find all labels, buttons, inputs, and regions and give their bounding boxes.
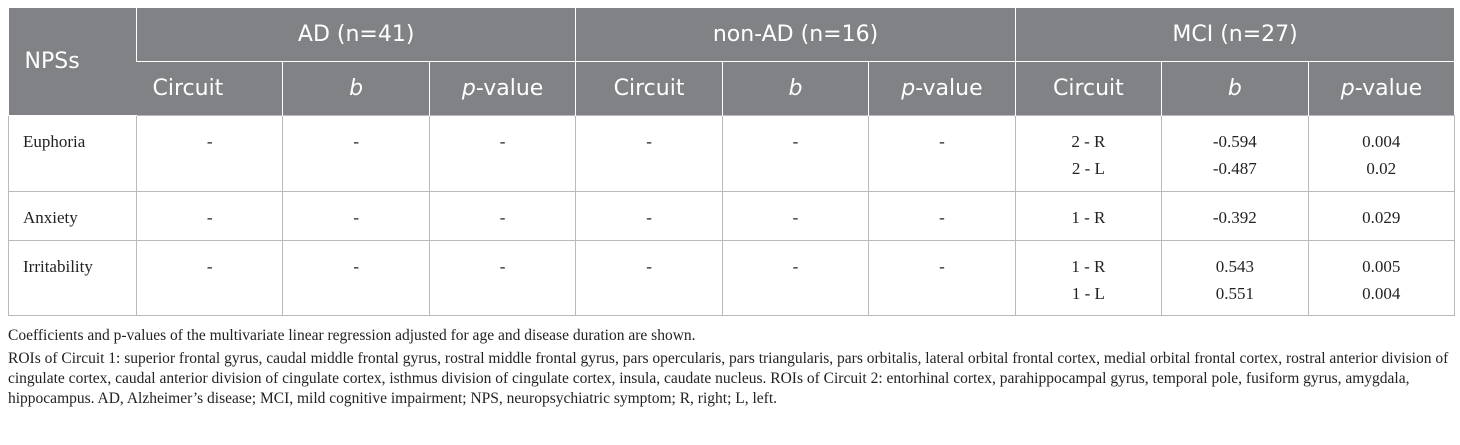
cell-nonad-circuit: -: [576, 192, 722, 241]
header-group-ad: AD (n=41): [137, 8, 576, 62]
header-mci-pvalue: p-value: [1308, 62, 1454, 116]
cell-ad-pvalue: -: [429, 116, 575, 192]
table-footnotes: [8, 326, 1454, 409]
header-group-nonad: non-AD (n=16): [576, 8, 1015, 62]
row-label: Euphoria: [9, 116, 137, 192]
header-nps: NPSs: [9, 8, 137, 116]
cell-nonad-b: -: [722, 192, 868, 241]
table-row-irritability: [9, 241, 1455, 316]
cell-nonad-b: -: [722, 241, 868, 316]
cell-mci-circuit: 1 - R: [1015, 192, 1161, 241]
footnote-coefficients: Coefficients and p-values of the multivariate linear regression adjusted for age and disease duration are shown.: [8, 327, 696, 344]
cell-mci-b: -0.594 -0.487: [1162, 116, 1308, 192]
header-row-groups: [9, 8, 1455, 62]
cell-ad-b: -: [283, 241, 429, 316]
cell-ad-b: -: [283, 192, 429, 241]
cell-ad-circuit: -: [137, 116, 283, 192]
cell-nonad-pvalue: -: [869, 192, 1015, 241]
header-nonad-b: b: [722, 62, 868, 116]
header-nonad-circuit: Circuit: [576, 62, 722, 116]
header-ad-pvalue: p-value: [429, 62, 575, 116]
table-container: [8, 8, 1454, 409]
cell-mci-pvalue: 0.029: [1308, 192, 1454, 241]
cell-ad-circuit: -: [137, 241, 283, 316]
header-row-columns: [9, 62, 1455, 116]
cell-mci-b: 0.543 0.551: [1162, 241, 1308, 316]
cell-mci-pvalue: 0.004 0.02: [1308, 116, 1454, 192]
table-row-anxiety: [9, 192, 1455, 241]
cell-mci-pvalue: 0.005 0.004: [1308, 241, 1454, 316]
cell-nonad-b: -: [722, 116, 868, 192]
table-row-euphoria: [9, 116, 1455, 192]
cell-mci-b: -0.392: [1162, 192, 1308, 241]
cell-nonad-pvalue: -: [869, 241, 1015, 316]
header-nonad-pvalue: p-value: [869, 62, 1015, 116]
cell-mci-circuit: 1 - R 1 - L: [1015, 241, 1161, 316]
cell-ad-pvalue: -: [429, 241, 575, 316]
cell-ad-pvalue: -: [429, 192, 575, 241]
cell-mci-circuit: 2 - R 2 - L: [1015, 116, 1161, 192]
header-group-mci: MCI (n=27): [1015, 8, 1454, 62]
cell-ad-circuit: -: [137, 192, 283, 241]
cell-nonad-pvalue: -: [869, 116, 1015, 192]
results-table: [8, 8, 1455, 316]
row-label: Irritability: [9, 241, 137, 316]
header-ad-circuit: Circuit: [137, 62, 283, 116]
cell-nonad-circuit: -: [576, 241, 722, 316]
footnote-rois-abbreviations: ROIs of Circuit 1: superior frontal gyrus, caudal middle frontal gyrus, rostral middle frontal gyrus, pars opercularis, pars triangularis, pars orbitalis, lateral orbital frontal cortex, medial orbital frontal cortex, rostral anterior division of cingulate cortex, caudal anterior division of cingulate cortex, isthmus division of cingulate cortex, insula, caudate nucleus. ROIs of Circuit 2: entorhinal cortex, parahippocampal gyrus, temporal pole, fusiform gyrus, amygdala, hippocampus. AD, Alzheimer’s disease; MCI, mild cognitive impairment; NPS, neuropsychiatric symptom; R, right; L, left.: [8, 350, 1449, 407]
row-label: Anxiety: [9, 192, 137, 241]
header-mci-circuit: Circuit: [1015, 62, 1161, 116]
header-mci-b: b: [1162, 62, 1308, 116]
header-ad-b: b: [283, 62, 429, 116]
cell-ad-b: -: [283, 116, 429, 192]
cell-nonad-circuit: -: [576, 116, 722, 192]
